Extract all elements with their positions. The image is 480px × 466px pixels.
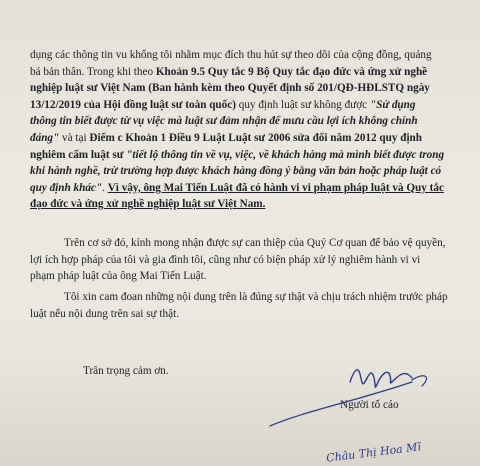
text-run: thông tin biết được từ vụ việc mà luật sư đảm nhận để mưu cầu lợi ích không chính bbox=[30, 115, 418, 128]
signature-name: Châu Thị Hoa Mĩ bbox=[325, 440, 422, 465]
text-run: và tại bbox=[59, 131, 90, 144]
text-line bbox=[30, 147, 462, 164]
text-run: đáng" bbox=[30, 131, 60, 144]
text-run: quy định khác" bbox=[30, 181, 103, 194]
text-line: luật nếu nội dung trên sai sự thật. bbox=[30, 307, 179, 320]
closing-line: Trân trọng cảm ơn. bbox=[83, 365, 169, 377]
text-run: Khoản 9.5 Quy tắc 9 Bộ Quy tắc đạo đức và ứng xử nghề bbox=[155, 65, 428, 78]
text-line bbox=[30, 180, 462, 197]
text-run: dụng các thông tin vu khống tôi nhằm mục đích thu hút sự theo dõi của cộng đồng, quảng bbox=[30, 49, 432, 61]
text-line: phạm pháp luật của ông Mai Tiến Luật. bbox=[30, 270, 207, 283]
text-run: nghiêm cấm luật sư bbox=[30, 148, 127, 161]
handwritten-signature bbox=[262, 352, 472, 465]
text-run: khi hành nghề, trừ trường hợp được khách hàng đồng ý bằng văn bản hoặc pháp luật có bbox=[30, 165, 442, 178]
text-run: đạo đức và ứng xử nghề nghiệp luật sư Việt Nam. bbox=[30, 198, 266, 211]
text-line bbox=[30, 113, 462, 130]
text-run: nghiệp luật sư Việt Nam (Ban hành kèm theo Quyết định số 201/QĐ-HĐLSTQ ngày bbox=[30, 82, 430, 95]
paragraph-legal-basis bbox=[30, 47, 462, 213]
text-run: "Sử dụng bbox=[369, 98, 416, 111]
text-line bbox=[30, 80, 462, 97]
text-run: Vì vậy, ông Mai Tiến Luật đã có hành vi vi phạm pháp luật và Quy tắc bbox=[107, 181, 444, 194]
text-line: Tôi xin cam đoan những nội dung trên là đúng sự thật và chịu trách nhiệm trước pháp bbox=[64, 291, 448, 303]
paragraph-commitment bbox=[30, 289, 462, 322]
text-run: 13/12/2019 của Hội đồng luật sư toàn quốc) bbox=[30, 98, 239, 111]
text-line bbox=[30, 64, 462, 81]
sender-label: Người tố cáo bbox=[340, 399, 399, 411]
text-line: lợi ích hợp pháp của tôi và gia đình tôi, cũng như có biện pháp xử lý nghiêm hành vi vi bbox=[30, 253, 421, 266]
paragraph-request bbox=[30, 235, 462, 285]
text-run: "tiết lộ thông tin về vụ, việc, về khách hàng mà mình biết được trong bbox=[126, 148, 445, 161]
text-line bbox=[30, 130, 462, 147]
text-line bbox=[30, 47, 462, 64]
text-run: Điểm c Khoản 1 Điều 9 Luật Luật sư 2006 sửa đổi năm 2012 quy định bbox=[89, 131, 423, 144]
text-run: quy định luật sư không được bbox=[238, 98, 370, 111]
text-line bbox=[30, 196, 462, 213]
text-run: bá bản thân. Trong khi theo bbox=[30, 65, 156, 78]
text-run: . bbox=[102, 181, 108, 194]
text-line bbox=[30, 163, 462, 180]
text-line bbox=[30, 97, 462, 114]
text-line: Trên cơ sở đó, kính mong nhận được sự can thiệp của Quý Cơ quan để bảo vệ quyền, bbox=[64, 237, 446, 249]
